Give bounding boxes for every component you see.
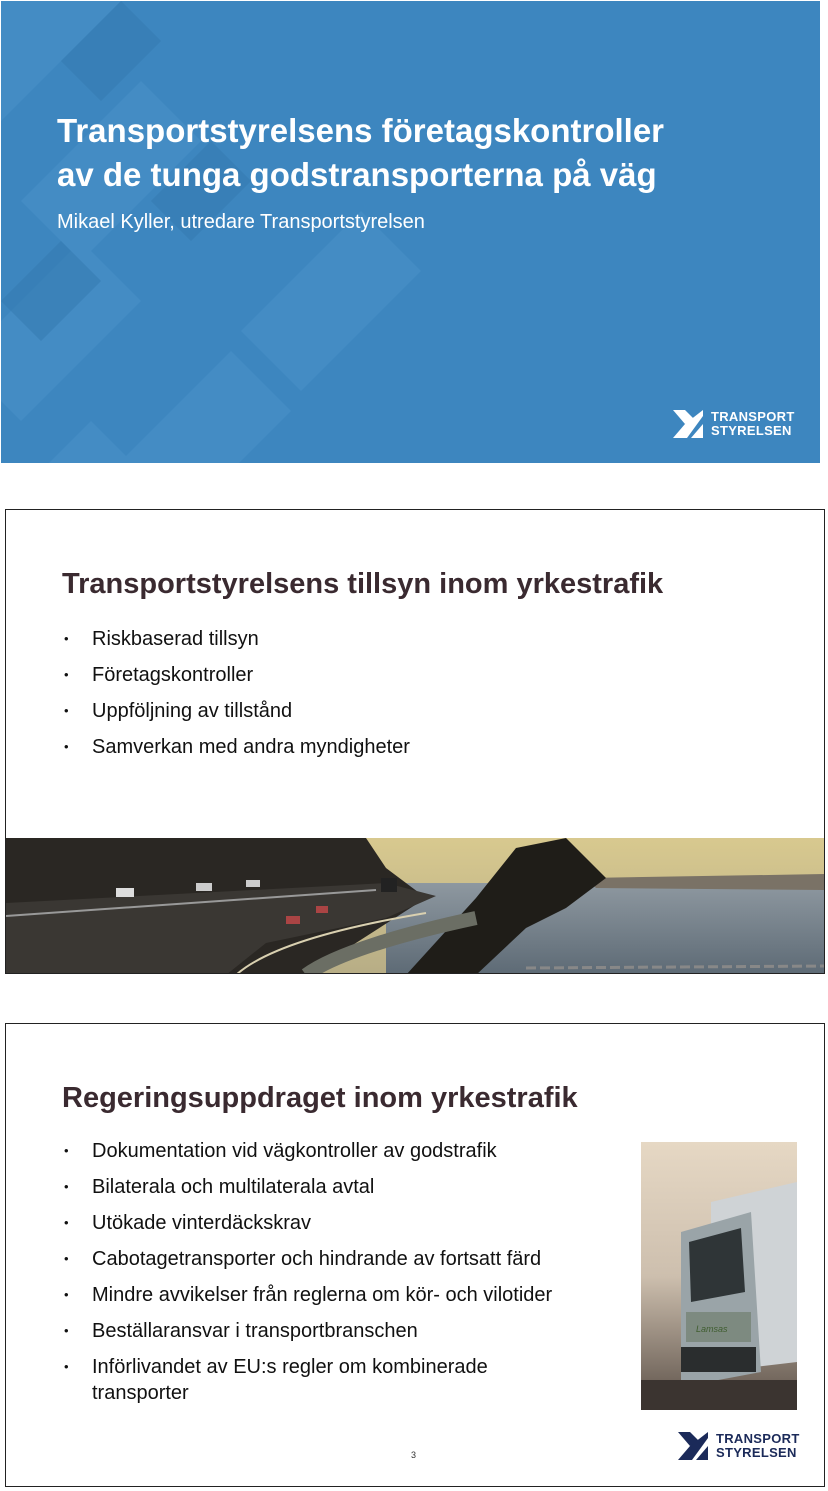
list-item <box>62 1246 622 1272</box>
transportstyrelsen-logo-icon <box>673 410 703 438</box>
slide-heading: Transportstyrelsens tillsyn inom yrkestrafik <box>62 568 664 600</box>
list-item-text: Uppföljning av tillstånd <box>92 700 293 722</box>
slide-heading: Regeringsuppdraget inom yrkestrafik <box>62 1082 578 1114</box>
transportstyrelsen-logo-icon <box>678 1432 708 1460</box>
logo-line-2: STYRELSEN <box>716 1445 797 1460</box>
highway-by-lake-photo <box>6 838 825 974</box>
bullet-icon: • <box>64 1287 69 1302</box>
list-item <box>62 1354 562 1406</box>
list-item <box>62 1138 622 1164</box>
slide-subtitle: Mikael Kyller, utredare Transportstyrelsen <box>57 211 425 233</box>
bullet-icon: • <box>64 1179 69 1194</box>
bullet-icon: • <box>64 1251 69 1266</box>
tillsyn-slide <box>5 509 825 974</box>
logo-line-1: TRANSPORT <box>711 409 795 424</box>
transportstyrelsen-logo <box>678 1432 800 1460</box>
logo-line-2: STYRELSEN <box>711 423 792 438</box>
bullet-icon: • <box>64 1323 69 1338</box>
bullet-icon: • <box>64 703 69 718</box>
list-item-text: Företagskontroller <box>92 664 254 686</box>
list-item <box>62 1210 622 1236</box>
list-item-text: Samverkan med andra myndigheter <box>92 736 410 758</box>
bullet-icon: • <box>64 667 69 682</box>
bullet-icon: • <box>64 1215 69 1230</box>
list-item-text: Cabotagetransporter och hindrande av fortsatt färd <box>92 1248 542 1270</box>
list-item-text: Beställaransvar i transportbranschen <box>92 1320 418 1342</box>
list-item-text: Dokumentation vid vägkontroller av godstrafik <box>92 1140 497 1162</box>
transportstyrelsen-logo <box>673 410 795 438</box>
list-item <box>62 734 410 760</box>
list-item <box>62 626 410 652</box>
list-item-text: Mindre avvikelser från reglerna om kör- och vilotider <box>92 1284 553 1306</box>
bullet-icon: • <box>64 1143 69 1158</box>
svg-text:Lamsas: Lamsas <box>696 1324 728 1334</box>
list-item <box>62 1174 622 1200</box>
list-item-text: Bilaterala och multilaterala avtal <box>92 1176 375 1198</box>
list-item <box>62 662 410 688</box>
list-item <box>62 698 410 724</box>
page-number: 3 <box>411 1450 417 1460</box>
slide-title <box>57 109 797 197</box>
bullet-icon: • <box>64 739 69 754</box>
list-item-text: Införlivandet av EU:s regler om kombinerade transporter <box>92 1356 488 1404</box>
list-item <box>62 1318 622 1344</box>
truck-photo <box>641 1142 797 1410</box>
bullet-list <box>62 1138 622 1416</box>
regeringsuppdrag-slide <box>5 1023 825 1487</box>
list-item <box>62 1282 622 1308</box>
logo-line-1: TRANSPORT <box>716 1431 800 1446</box>
slide-title-line-2: av de tunga godstransporterna på väg <box>57 156 657 193</box>
bullet-icon: • <box>64 631 69 646</box>
bullet-list <box>62 626 410 770</box>
bullet-icon: • <box>64 1359 69 1374</box>
list-item-text: Utökade vinterdäckskrav <box>92 1212 311 1234</box>
list-item-text: Riskbaserad tillsyn <box>92 628 259 650</box>
slide-title-line-1: Transportstyrelsens företagskontroller <box>57 112 665 149</box>
title-slide <box>1 1 820 463</box>
